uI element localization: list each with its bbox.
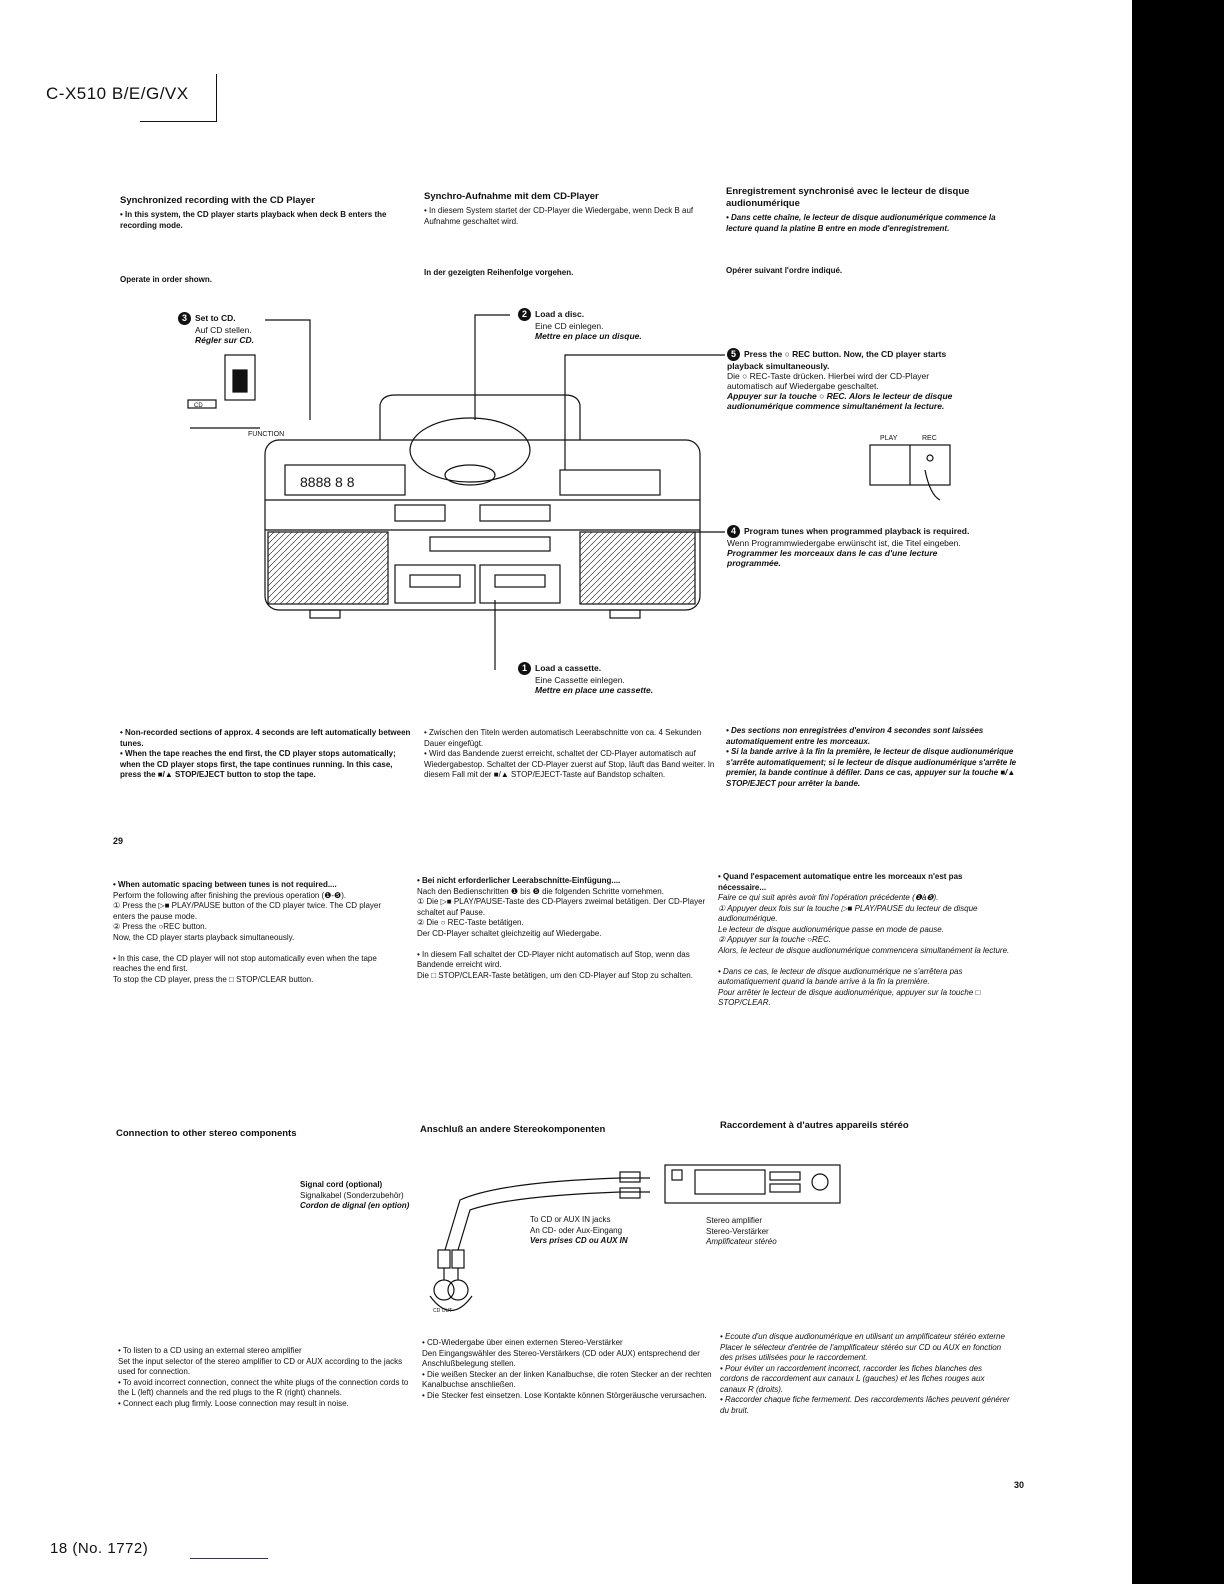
sync-en-title: Synchronized recording with the CD Player bbox=[120, 195, 315, 206]
display-digits: 8888 8 8 bbox=[300, 474, 355, 490]
sync-fr-body: • Dans cette chaîne, le lecteur de disque audionumérique commence la lecture quand la platine B entre en mode d'enregistrement. bbox=[726, 213, 996, 233]
notes1-en: • Non-recorded sections of approx. 4 seconds are left automatically between tunes. • When the tape reaches the end first, the CD player stops automatically; when the CD player stops first, the tape continues running. In this case, press the ■/▲ STOP/EJECT button to stop the tape. bbox=[120, 728, 411, 779]
signal-cord-label: Signal cord (optional) Signalkabel (Sonderzubehör) Cordon de dignal (en option) bbox=[300, 1180, 410, 1210]
page-number-29: 29 bbox=[113, 836, 124, 846]
notes1-de: • Zwischen den Titeln werden automatisch Leerabschnitte von ca. 4 Sekunden Dauer eingefügt. • Wird das Bandende zuerst erreicht, schaltet der CD-Player automatisch auf Wiedergabestop. Schaltet der CD-Player zuerst auf Stop, läuft das Band weiter. In diesem Fall mit der ■/▲ STOP/EJECT-Taste auf Bandstop schalten. bbox=[424, 728, 715, 779]
cd-out-label: CD OUT bbox=[433, 1308, 453, 1314]
sync-en-order: Operate in order shown. bbox=[120, 275, 213, 284]
cd-label: CD bbox=[194, 403, 203, 409]
notes1-fr: • Des sections non enregistrées d'environ 4 secondes sont laissées automatiquement entre les morceaux. • Si la bande arrive à la fin la première, le lecteur de disque audionumérique s'arrête automatiquement; si le lecteur de disque audionumérique s'arrête le premier, la bande continue à défiler. Dans ce cas, appuyer sur la touche ■/▲ STOP/EJECT pour arrêter la bande. bbox=[726, 726, 1017, 788]
notes3-en: • To listen to a CD using an external stereo amplifier Set the input selector of the stereo amplifier to CD or AUX according to the jacks used for connection. • To avoid incorrect connection, connect the white plugs of the connection cords to the L (left) channels and the red plugs to the R (right) channels. • Connect each plug firmly. Loose connection may result in noise. bbox=[118, 1346, 409, 1408]
step-2: 2 Load a disc. Eine CD einlegen. Mettre en place un disque. bbox=[518, 308, 678, 341]
step-5: 5 Press the ○ REC button. Now, the CD player starts playback simultaneously. Die ○ REC-Taste drücken. Hierbei wird der CD-Player automatisch auf Wiedergabe geschaltet. Appuyer sur la touche ○ REC. Alors le lecteur de disque audionumérique commence simultanément la lecture. bbox=[727, 348, 953, 411]
footer-rule bbox=[190, 1558, 268, 1559]
notes3-de: • CD-Wiedergabe über einen externen Stereo-Verstärker Den Eingangswähler des Stereo-Verstärkers (CD oder AUX) entsprechend der Anschlußbelegung stellen. • Die weißen Stecker an der linken Kanalbuchse, die roten Stecker an der rechten Kanalbuchse anschließen. • Die Stecker fest einsetzen. Lose Kontakte können Störgeräusche verursachen. bbox=[422, 1338, 712, 1400]
sync-de-order: In der gezeigten Reihenfolge vorgehen. bbox=[424, 268, 574, 277]
sync-de-body: • In diesem System startet der CD-Player die Wiedergabe, wenn Deck B auf Aufnahme geschaltet wird. bbox=[424, 206, 694, 226]
model-title: C-X510 B/E/G/VX bbox=[46, 84, 189, 103]
amplifier-label: Stereo amplifier Stereo-Verstärker Amplificateur stéréo bbox=[706, 1216, 777, 1246]
play-label: PLAY bbox=[880, 435, 898, 442]
rec-label: REC bbox=[922, 435, 937, 442]
sync-de bbox=[424, 191, 716, 227]
step-3: 3 Set to CD. Auf CD stellen. Régler sur CD. bbox=[178, 312, 288, 345]
sync-fr-title: Enregistrement synchronisé avec le lecteur de disque audionumérique bbox=[726, 186, 970, 209]
sync-en bbox=[120, 195, 412, 231]
notes2-fr: • Quand l'espacement automatique entre les morceaux n'est pas nécessaire... Faire ce qui suit après avoir fini l'opération précédente (❶à❺). ① Appuyer deux fois sur la touche ▷■ PLAY/PAUSE du lecteur de disque audionumérique. Le lecteur de disque audionumérique passe en mode de pause. ② Appuyer sur la touche ○REC. Alors, le lecteur de disque audionumérique commencera simultanément la lecture. • Dans ce cas, le lecteur de disque audionumérique ne s'arrêtera pas automatiquement quand la bande arrive à la fin la première. Pour arrêter le lecteur de disque audionumérique, appuyer sur la touche □ STOP/CLEAR. bbox=[718, 872, 1010, 1007]
notes2-en: • When automatic spacing between tunes is not required.... Perform the following after finishing the previous operation (❶-❺). ① Press the ▷■ PLAY/PAUSE button of the CD player twice. The CD player enters the pause mode. ② Press the ○REC button. Now, the CD player starts playback simultaneously. • In this case, the CD player will not stop automatically even when the tape reaches the end first. To stop the CD player, press the □ STOP/CLEAR button. bbox=[113, 880, 382, 984]
step-4: 4 Program tunes when programmed playback is required. Wenn Programmwiedergabe erwünscht ist, die Titel eingeben. Programmer les morceaux dans le cas d'une lecture programmée. bbox=[727, 525, 970, 568]
jacks-label: To CD or AUX IN jacks An CD- oder Aux-Eingang Vers prises CD ou AUX IN bbox=[530, 1215, 628, 1245]
sync-fr-order: Opérer suivant l'ordre indiqué. bbox=[726, 266, 843, 275]
connection-en-title: Connection to other stereo components bbox=[116, 1128, 297, 1139]
function-label: FUNCTION bbox=[248, 431, 285, 438]
sync-de-title: Synchro-Aufnahme mit dem CD-Player bbox=[424, 191, 599, 202]
sync-fr bbox=[726, 186, 1018, 234]
notes2-de: • Bei nicht erforderlicher Leerabschnitte-Einfügung.... Nach den Bedienschritten ❶ bis ❺ die folgenden Schritte vornehmen. ① Die ▷■ PLAY/PAUSE-Taste des CD-Players zweimal betätigen. Der CD-Player schaltet auf Pause. ② Die ○ REC-Taste betätigen. Der CD-Player schaltet gleichzeitig auf Wiedergabe. • In diesem Fall schaltet der CD-Player nicht automatisch auf Stop, wenn das Bandende erreicht wird. Die □ STOP/CLEAR-Taste betätigen, um den CD-Player auf Stop zu schalten. bbox=[417, 876, 706, 980]
connection-fr-title: Raccordement à d'autres appareils stéréo bbox=[720, 1120, 909, 1131]
sync-en-body: • In this system, the CD player starts playback when deck B enters the recording mode. bbox=[120, 210, 387, 230]
scan-edge-bar bbox=[1132, 0, 1224, 1584]
page-number-30: 30 bbox=[1014, 1480, 1025, 1490]
header-divider bbox=[216, 74, 217, 122]
footer-page-ref: 18 (No. 1772) bbox=[50, 1540, 149, 1557]
notes3-fr: • Ecoute d'un disque audionumérique en utilisant un amplificateur stéréo externe Placer le sélecteur d'entrée de l'amplificateur stéréo sur CD ou AUX en fonction des prises utilisées pour le raccordement. • Pour éviter un raccordement incorrect, raccorder les fiches blanches des cordons de raccordement aux canaux L (gauches) et les fiches rouges aux canaux R (droits). • Raccorder chaque fiche fermement. Des raccordements lâches peuvent générer du bruit. bbox=[720, 1332, 1010, 1415]
header-underline bbox=[140, 121, 217, 122]
connection-de-title: Anschluß an andere Stereokomponenten bbox=[420, 1124, 606, 1135]
step-1: 1 Load a cassette. Eine Cassette einlegen. Mettre en place une cassette. bbox=[518, 662, 708, 695]
